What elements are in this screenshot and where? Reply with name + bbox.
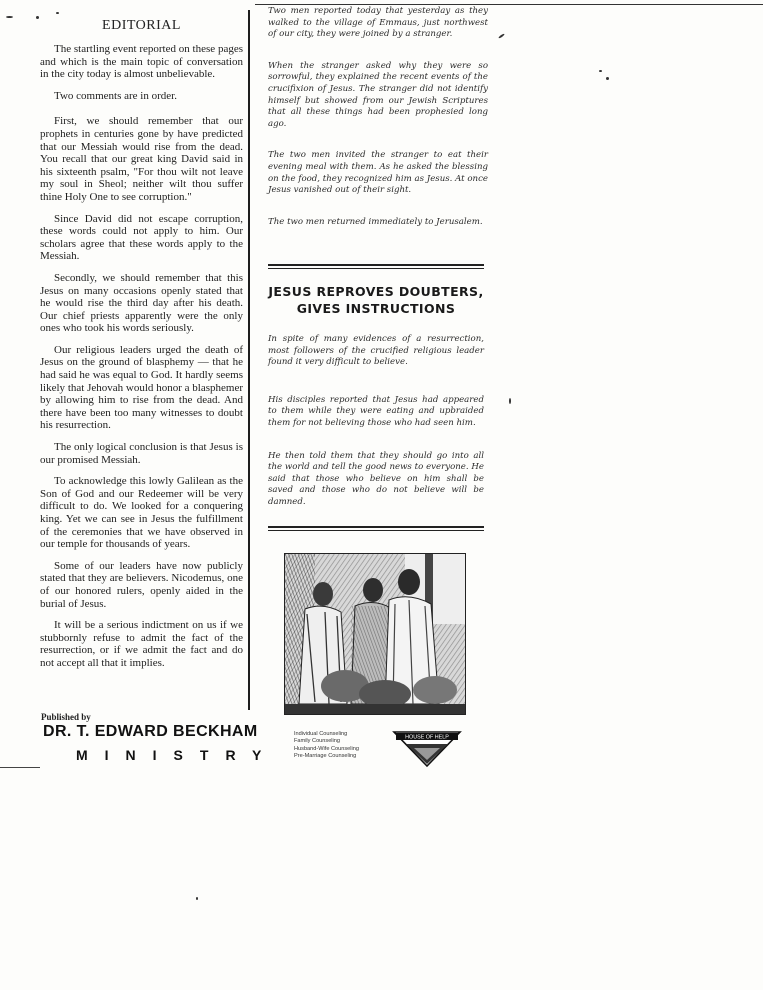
headline-line: GIVES INSTRUCTIONS <box>296 301 456 316</box>
editorial-paragraph: The only logical conclusion is that Jesus is our promised Messiah. <box>40 441 243 466</box>
scan-speck <box>606 77 609 80</box>
scan-speck <box>599 70 602 72</box>
service-item: Individual Counseling <box>294 731 348 737</box>
story-paragraph: When the stranger asked why they were so sorrowful, they explained the recent events of the crucifixion of Jesus. The stranger did not identify himself but showed from our Jewish Scriptures that all these things had been prophesied long ago. <box>268 60 488 129</box>
scan-speck <box>36 16 39 19</box>
section-divider <box>268 526 484 531</box>
service-item: Family Counseling <box>294 738 341 745</box>
published-by-label: Published by <box>41 712 91 722</box>
article-body <box>268 334 484 509</box>
top-scan-line <box>255 4 763 5</box>
story-paragraph: The two men invited the stranger to eat their evening meal with them. As he asked the blessing on the food, they recognized him as Jesus. At once Jesus vanished out of their sight. <box>268 150 488 196</box>
ministry-logo <box>392 730 462 768</box>
article-headline <box>268 283 484 317</box>
engraving-illustration <box>284 553 466 715</box>
service-item: Pre-Marriage Counseling <box>294 753 357 760</box>
editorial-paragraph: Two comments are in order. <box>54 89 177 102</box>
scan-speck <box>196 897 198 900</box>
editorial-paragraph: Secondly, we should remember that this Jesus on many occasions openly stated that he would rise the third day after his death. Our chief priests apparently were the only ones who took his words seriously. <box>40 271 243 335</box>
editorial-paragraph: The startling event reported on these pages and which is the main topic of conversation in the city today is almost unbelievable. <box>40 43 243 81</box>
story-paragraph: Two men reported today that yesterday as they walked to the village of Emmaus, just northwest of our city, they were joined by a stranger. <box>268 6 488 40</box>
editorial-paragraph: Since David did not escape corruption, these words could not apply to him. Our scholars agree that these words apply to the Messiah. <box>40 212 243 263</box>
emmaus-story <box>268 6 488 228</box>
story-paragraph: The two men returned immediately to Jerusalem. <box>268 216 483 227</box>
editorial-paragraph: First, we should remember that our prophets in centuries gone by have predicted that our Messiah would rise from the dead. You recall that our great king David said in his sixteenth psalm, "For thou wilt not leave my soul in Sheol; neither wilt thou suffer thine Holy One to see corruption." <box>40 115 243 203</box>
logo-text: HOUSE OF HELP <box>405 734 449 741</box>
article-paragraph: His disciples reported that Jesus had appeared to them while they were eating and upbraided them for not believing those who had seen him. <box>268 394 484 428</box>
editorial-paragraph: Our religious leaders urged the death of Jesus on the ground of blasphemy — that he had said he was equal to God. It hardly seems likely that Jehovah would honor a blasphemer by allowing him to rise from the dead. And there have been too many witnesses to doubt his resurrection. <box>40 343 243 432</box>
left-scan-mark <box>0 767 40 768</box>
publisher-ministry: MINISTRY <box>76 747 279 763</box>
engraving-art <box>285 554 465 714</box>
section-divider <box>268 264 484 269</box>
headline-line: JESUS REPROVES DOUBTERS, <box>268 284 484 299</box>
services-list <box>294 731 359 761</box>
editorial-column <box>40 10 250 710</box>
service-item: Husband-Wife Counseling <box>294 745 359 752</box>
scan-speck <box>509 398 511 404</box>
editorial-paragraph: To acknowledge this lowly Galilean as the Son of God and our Redeemer will be very difficult to do. We looked for a conquering king. Yet we can see in Jesus the fulfillment of the ceremonies that we have observed in our temple for thousands of years. <box>40 475 243 551</box>
article-paragraph: He then told them that they should go into all the world and tell the good news to everyone. He said that those who believe on him shall be saved and those who do not believe will be damned. <box>268 450 484 507</box>
editorial-paragraph: Some of our leaders have now publicly stated that they are believers. Nicodemus, one of our honored rulers, openly aided in the burial of Jesus. <box>40 559 243 610</box>
logo-emblem <box>392 730 462 768</box>
scan-speck <box>498 33 505 39</box>
editorial-paragraph: It will be a serious indictment on us if we stubbornly refuse to admit the fact of the resurrection, or if we admit the fact and do not accept all that it implies. <box>40 619 243 669</box>
scan-speck <box>6 16 13 18</box>
publisher-name: DR. T. EDWARD BECKHAM <box>43 723 258 740</box>
editorial-title: EDITORIAL <box>102 18 181 33</box>
article-paragraph: In spite of many evidences of a resurrection, most followers of the crucified religious leader found it very difficult to believe. <box>268 334 484 368</box>
